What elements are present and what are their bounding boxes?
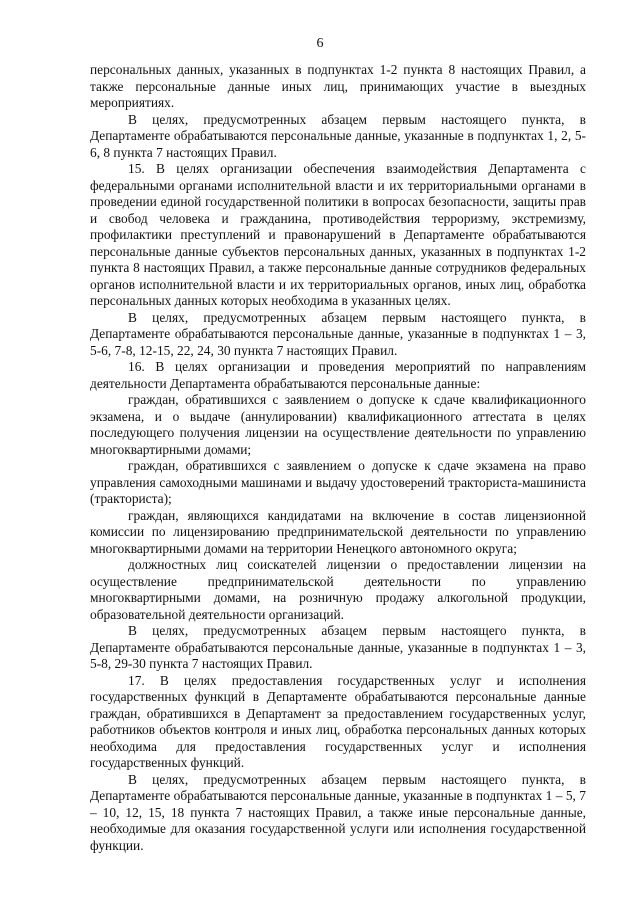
paragraph-16-item-2: граждан, обратившихся с заявлением о допуске к сдаче экзамена на право управления самоходными машинами и выдачу удостоверений тракториста-машиниста (тракториста);: [90, 458, 586, 506]
paragraph-17: 17. В целях предоставления государственных услуг и исполнения государственных функций в Департаменте обрабатываются персональные данные граждан, обратившихся в Департамент за предоставлением государственных услуг, работников объектов контроля и иных лиц, обработка персональных данных которых необходима для предоставления государственных услуг и исполнения государственных функций.: [90, 672, 586, 770]
page-number: 6: [316, 36, 324, 51]
paragraph-16-purpose-data: В целях, предусмотренных абзацем первым настоящего пункта, в Департаменте обрабатываются персональные данные, указанные в подпунктах 1 – 3, 5-8, 29-30 пункта 7 настоящих Правил.: [90, 623, 586, 671]
paragraph-15-purpose-data: В целях, предусмотренных абзацем первым настоящего пункта, в Департаменте обрабатываются персональные данные, указанные в подпунктах 1 – 3, 5-6, 7-8, 12-15, 22, 24, 30 пункта 7 настоящих Правил.: [90, 309, 586, 358]
paragraph-16-item-4: должностных лиц соискателей лицензии о предоставлении лицензии на осуществление предпринимательской деятельности по управлению многоквартирными домами, на розничную продажу алкогольной продукции, образовательной деятельности организаций.: [90, 557, 586, 622]
paragraph-17-purpose-data: В целях, предусмотренных абзацем первым настоящего пункта, в Департаменте обрабатываются персональные данные, указанные в подпунктах 1 – 5, 7 – 10, 12, 15, 18 пункта 7 настоящих Правил, а также иные персональные данные, необходимые для оказания государственной услуги или исполнения государственной функции.: [90, 771, 586, 853]
paragraph-16-item-3: граждан, являющихся кандидатами на включение в состав лицензионной комиссии по лицензированию предпринимательской деятельности по управлению многоквартирными домами на территории Ненецкого автономного округа;: [90, 507, 586, 556]
paragraph-16: 16. В целях организации и проведения мероприятий по направлениям деятельности Департамента обрабатываются персональные данные:: [90, 359, 586, 391]
paragraph-continuation: персональных данных, указанных в подпунктах 1-2 пункта 8 настоящих Правил, а также персональные данные иных лиц, принимающих участие в выездных мероприятиях.: [90, 62, 586, 110]
paragraph-16-item-1: граждан, обратившихся с заявлением о допуске к сдаче квалификационного экзамена, и о выдаче (аннулировании) квалификационного аттестата в целях последующего получения лицензии на осуществление деятельности по управлению многоквартирными домами;: [90, 392, 586, 457]
paragraph-14-purpose-data: В целях, предусмотренных абзацем первым настоящего пункта, в Департаменте обрабатываются персональные данные, указанные в подпунктах 1, 2, 5-6, 8 пункта 7 настоящих Правил.: [90, 111, 586, 160]
paragraph-15: 15. В целях организации обеспечения взаимодействия Департамента с федеральными органами исполнительной власти и их территориальными органами в проведении единой государственной политики в вопросах безопасности, защиты прав и свобод человека и гражданина, противодействия терроризму, экстремизму, профилактики преступлений и правонарушений в Департаменте обрабатываются персональные данные субъектов персональных данных, указанных в подпунктах 1-2 пункта 8 настоящих Правил, а также персональные данные сотрудников федеральных органов исполнительной власти и их территориальных органов, иных лиц, обработка персональных данных которых необходима в указанных целях.: [90, 161, 586, 308]
document-body: [90, 62, 586, 854]
